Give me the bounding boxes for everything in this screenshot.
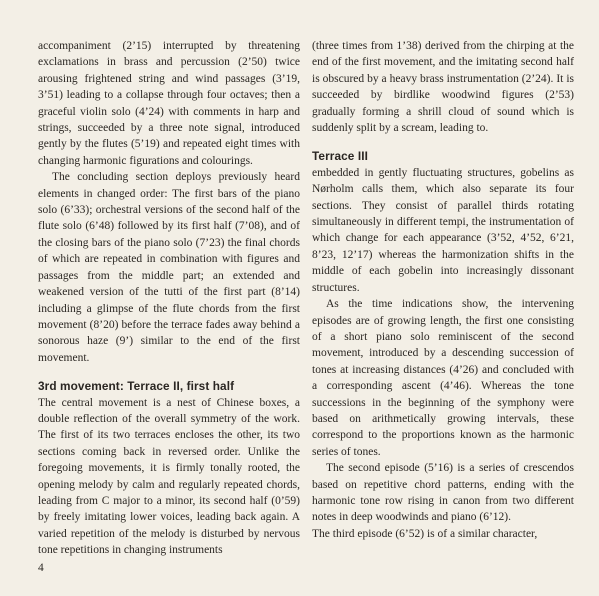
paragraph: The concluding section deploys previously heard elements in changed order: The first bars of the piano solo (6’33); orchestral versions of the second half of the flute solo (6’48) followed by its first half (7’08), and of the closing bars of the piano solo (7’23) the final chords of which are repeated in combination with figures and passages from the middle part; an extended and weakened version of the tutti of the first part (8’14) including a glimpse of the flute chords from the first movement (8’20) before the terrace fades away behind a sonorous haze (9’) similar to the end of the first movement.: [38, 171, 300, 364]
paragraph: The third episode (6’52) is of a similar character,: [312, 527, 538, 540]
section-heading: Terrace III: [312, 149, 368, 164]
page-number: 4: [38, 562, 44, 574]
paragraph: The second episode (5’16) is a series of crescendos based on repetitive chord patterns, ending with the harmonic tone row rising in canon from two different notes in deep woodwinds and piano (6’12).: [312, 462, 574, 524]
paragraph: (three times from 1’38) derived from the chirping at the end of the first movement, and the imitating second half is obscured by a heavy brass instrumentation (2’24). It is succeeded by birdlike woodwind figures (2’53) gradually forming a shrill cloud of sound which is suddenly split by a scream, leading to.: [312, 40, 574, 135]
paragraph: The central movement is a nest of Chinese boxes, a double reflection of the overall symmetry of the work. The first of its two terraces encloses the other, its two sections coming back in reversed order. Unlike the foregoing movements, it is firmly tonally rooted, the opening melody by calm and regularly repeated chords, leading from C major to a minor, its second half (0’59) by freely imitating lower voices, leading back again. A varied repetition of the melody is disturbed by nervous tone repetitions in changing instruments: [38, 396, 300, 557]
paragraph: embedded in gently fluctuating structures, gobelins as Nørholm calls them, which also separate its four sections. They consist of parallel thirds rotating simultaneously in different tempi, the instrumentation of which change for each appearance (3’52, 4’52, 6’21, 8’23, 12’17) whereas the harmonization shifts in the middle of each gobelin into increasingly dissonant structures.: [312, 166, 574, 294]
left-column: [38, 38, 300, 559]
paragraph: accompaniment (2’15) interrupted by threatening exclamations in brass and percussion (2’50) twice arousing frightened string and wind passages (3’19, 3’51) leading to a collapse through four octaves; then a graceful violin solo (4’24) with comments in harp and strings, succeeded by a three note signal, introduced gently by the flutes (5’19) and repeated eight times with changing harmonic figurations and colourings.: [38, 40, 300, 167]
right-column: [312, 38, 574, 542]
section-heading: 3rd movement: Terrace II, first half: [38, 379, 235, 394]
paragraph: As the time indications show, the intervening episodes are of growing length, the first one consisting of a short piano solo reminiscent of the second movement, introduced by a descending succession of tones at increasing distances (4’26) and concluded with a corresponding ascent (4’46). Whereas the tone successions in the beginning of the symphony were based on arithmetically growing intervals, these correspond to the proportions known as the harmonic series of tones.: [312, 298, 574, 458]
